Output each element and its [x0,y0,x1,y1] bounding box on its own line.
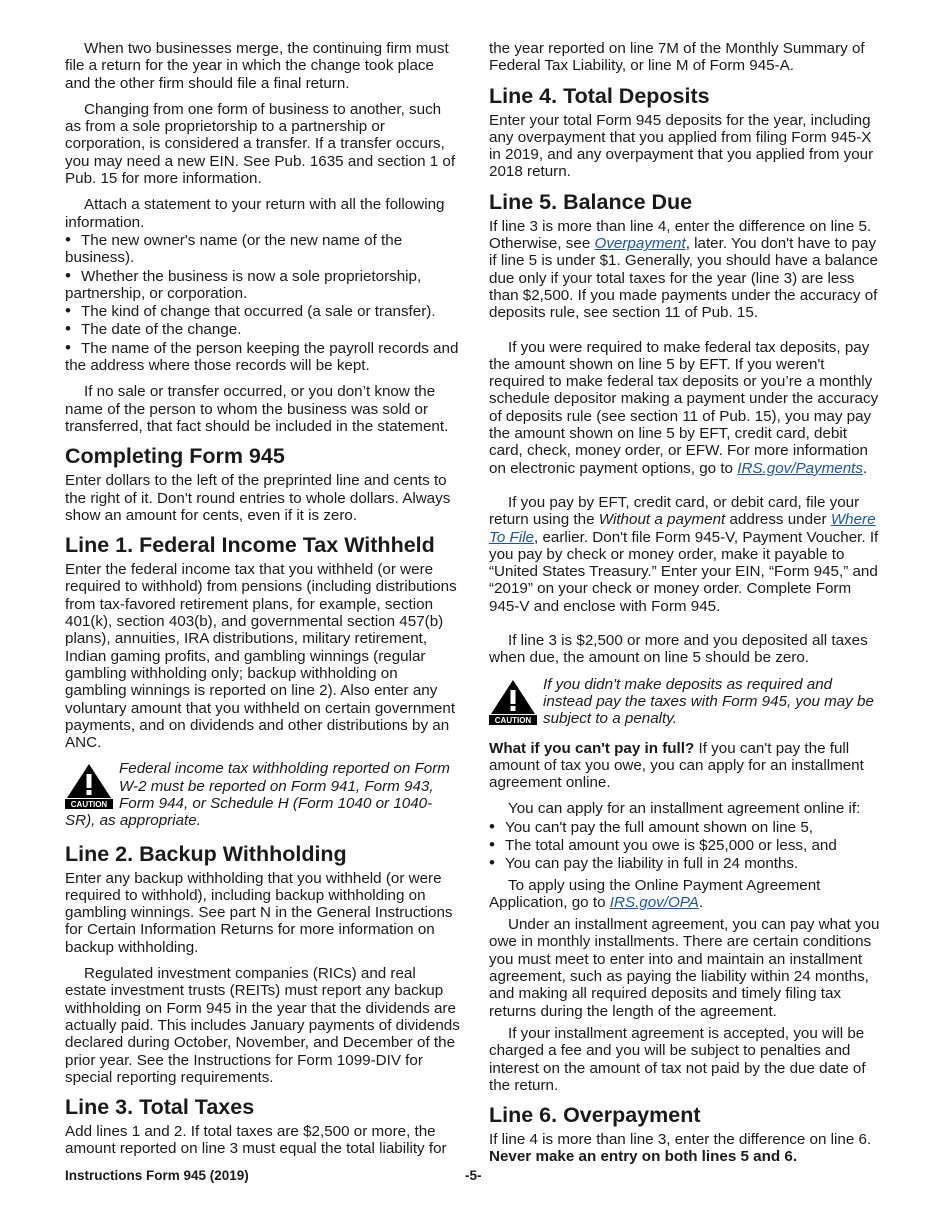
overpayment-link[interactable]: Overpayment [594,235,686,253]
paragraph-line-3: Add lines 1 and 2. If total taxes are $2,500 or more, the amount reported on line 3 must equal the total liability for [65,1123,447,1158]
irs-payments-link[interactable]: IRS.gov/Payments [737,459,863,477]
caution-note-line-5 [489,676,884,728]
list-item: • You can pay the liability in full in 24 months. [489,854,884,872]
paragraph-line-2a: Enter any backup withholding that you withheld (or were required to withhold), including backup withholding on gambling winnings. See part N in the General Instructions for Certain Information Returns for more information on backup withholding. [65,869,453,956]
paragraph-line-4: Enter your total Form 945 deposits for the year, including any overpayment that you applied from filing Form 945-X in 2019, and any overpayment that you applied from your 2018 return. [489,111,874,181]
heading-line-4: Line 4. Total Deposits [489,83,710,108]
paragraph-line-2b: Regulated investment companies (RICs) and real estate investment trusts (REITs) must report any backup withholding on Form 945 in the year that the dividends are actually paid. This includes January payments of dividends declared during October, November, and December of the prior year. See the Instructions for Form 1099-DIV for special reporting requirements. [65,965,460,1086]
where-to-file-link[interactable]: Where To File [489,511,876,546]
heading-line-6: Line 6. Overpayment [489,1103,701,1128]
heading-completing-form: Completing Form 945 [65,444,285,469]
list-item: • The kind of change that occurred (a sale or transfer). [65,302,460,320]
installment-bullet-list [489,818,884,873]
line-6-warning: Never make an entry on both lines 5 and 6. [489,1148,798,1166]
heading-line-2: Line 2. Backup Withholding [65,841,347,866]
caution-icon [489,679,537,725]
paragraph-agreement-accepted: If your installment agreement is accepted, you will be charged a fee and you will be subject to penalties and interest on the amount of tax not paid by the due date of the return. [489,1024,866,1094]
page-number: -5- [465,1168,482,1183]
list-item: • The date of the change. [65,320,460,338]
list-item: • The new owner's name (or the new name of the business). [65,231,460,267]
paragraph-no-sale: If no sale or transfer occurred, or you don’t know the name of the person to whom the business was sold or transferred, that fact should be included in the statement. [65,383,449,435]
list-item: • You can't pay the full amount shown on line 5, [489,818,884,836]
paragraph-line-5b: If you were required to make federal tax deposits, pay the amount shown on line 5 by EFT. If you weren't required to make federal tax deposits or you’re a monthly schedule depositor making a payment under the accuracy of deposits rule (see section 11 of Pub. 15), you may pay the amount shown on line 5 by EFT, credit card, debit card, check, money order, or EFW. For more information on electronic payment options, go to IRS.gov/Payments. [489,338,879,477]
heading-line-5: Line 5. Balance Due [489,189,693,214]
list-item: • The total amount you owe is $25,000 or less, and [489,836,884,854]
page-footer [65,1168,885,1188]
paragraph-line-5c: If you pay by EFT, credit card, or debit card, file your return using the Without a payment address under Where To File, earlier. Don't file Form 945-V, Payment Voucher. If you pay by check or money order, make it payable to “United States Treasury.” Enter your EIN, “Form 945,” and “2019” on your check or money order. Complete Form 945-V and enclose with Form 945. [489,493,879,615]
paragraph-line-6: If line 4 is more than line 3, enter the difference on line 6. Never make an entry on both lines 5 and 6. [489,1131,872,1166]
cant-pay-question: What if you can't pay in full? [489,739,695,757]
paragraph-opa: To apply using the Online Payment Agreement Application, go to IRS.gov/OPA. [489,876,821,911]
paragraph-attach-statement: Attach a statement to your return with all the following information. [65,196,445,231]
right-column [489,40,884,1175]
footer-title: Instructions Form 945 (2019) [65,1168,249,1183]
paragraph-completing-form: Enter dollars to the left of the preprinted line and cents to the right of it. Don't round entries to whole dollars. Always show an amount for cents, even if it is zero. [65,472,451,524]
paragraph-installment-agreement: Under an installment agreement, you can pay what you owe in monthly installments. There are certain conditions you must meet to enter into and maintain an installment agreement, such as paying the liability within 24 months, and making all required deposits and timely filing tax returns during the length of the agreement. [489,916,880,1020]
caution-icon [65,763,113,809]
paragraph-line-3-continued: the year reported on line 7M of the Monthly Summary of Federal Tax Liability, or line M of Form 945-A. [489,40,865,75]
paragraph-line-5a: If line 3 is more than line 4, enter the difference on line 5. Otherwise, see Overpayment, later. You don't have to pay if line 5 is under $1. Generally, you should have a balance due only if your total taxes for the year (line 3) are less than $2,500. If you made payments under the accuracy of deposits rule, see section 11 of Pub. 15. [489,217,878,322]
paragraph-changing-form: Changing from one form of business to another, such as from a sole proprietorship to a partnership or corporation, is considered a transfer. If a transfer occurs, you may need a new EIN. See Pub. 1635 and section 1 of Pub. 15 for more information. [65,100,456,188]
list-item: • The name of the person keeping the payroll records and the address where those records will be kept. [65,339,460,375]
irs-opa-link[interactable]: IRS.gov/OPA [609,893,699,911]
caution-text-line-5: If you didn't make deposits as required and instead pay the taxes with Form 945, you may be subject to a penalty. [543,675,874,728]
statement-bullet-list [65,231,460,374]
paragraph-line-5d: If line 3 is $2,500 or more and you deposited all taxes when due, the amount on line 5 should be zero. [489,632,868,667]
list-item: • Whether the business is now a sole proprietorship, partnership, or corporation. [65,267,460,303]
paragraph-merge: When two businesses merge, the continuing firm must file a return for the year in which the change took place and the other firm should file a final return. [65,40,449,92]
paragraph-can-apply: You can apply for an installment agreement online if: [508,800,861,818]
paragraph-line-1: Enter the federal income tax that you withheld (or were required to withhold) from pensions (including distributions from tax-favored retirement plans, for example, section 401(k), section 403(b), and governmental section 457(b) plans), annuities, IRA distributions, military retirement, Indian gaming profits, and gambling winnings (regular gambling withholding only; backup withholding on gambling winnings is reported on line 2). Also enter any voluntary amount that you withheld on certain government payments, and on dividends and other distributions by an ANC. [65,561,457,752]
heading-line-1: Line 1. Federal Income Tax Withheld [65,533,435,558]
left-column [65,40,460,1167]
caution-icon-label: CAUTION [494,715,532,725]
heading-line-3: Line 3. Total Taxes [65,1095,255,1120]
caution-note-line-1 [65,760,460,829]
caution-icon-label: CAUTION [70,800,108,810]
paragraph-cant-pay: What if you can't pay in full? If you can't pay the full amount of tax you owe, you can apply for an installment agreement online. [489,739,864,792]
caution-text-line-1: Federal income tax withholding reported on Form W-2 must be reported on Form 941, Form 943, Form 944, or Schedule H (Form 1040 or 1040-SR), as appropriate. [65,760,450,830]
